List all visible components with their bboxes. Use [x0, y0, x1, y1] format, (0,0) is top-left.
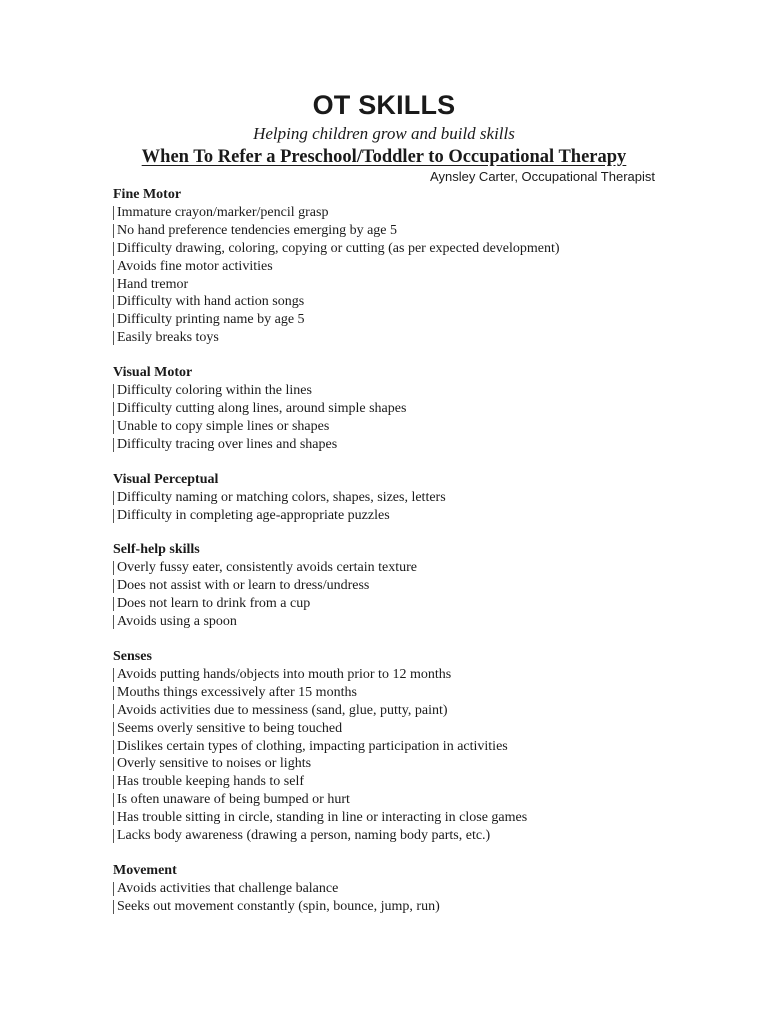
item-marker	[113, 295, 114, 309]
list-item-text: Avoids putting hands/objects into mouth prior to 12 months	[117, 667, 452, 683]
section	[113, 862, 673, 916]
list-item-text: Dislikes certain types of clothing, impacting participation in activities	[117, 738, 508, 754]
item-marker	[113, 900, 114, 914]
item-marker	[113, 740, 114, 754]
author-line: Aynsley Carter, Occupational Therapist	[430, 169, 655, 184]
item-marker	[113, 313, 114, 327]
item-marker	[113, 278, 114, 292]
list-item	[113, 613, 673, 631]
list-item-text: Avoids activities due to messiness (sand, glue, putty, paint)	[117, 702, 448, 718]
list-item-text: Has trouble sitting in circle, standing in line or interacting in close games	[117, 810, 528, 826]
item-marker	[113, 491, 114, 505]
list-item	[113, 418, 673, 436]
item-marker	[113, 402, 114, 416]
section-title: Senses	[113, 649, 152, 665]
list-item-text: Avoids activities that challenge balance	[117, 880, 339, 896]
item-marker	[113, 793, 114, 807]
list-item-text: Difficulty printing name by age 5	[117, 312, 305, 328]
list-item-text: Difficulty cutting along lines, around simple shapes	[117, 401, 407, 417]
item-marker	[113, 420, 114, 434]
list-item	[113, 898, 673, 916]
list-item	[113, 311, 673, 329]
list-item	[113, 666, 673, 684]
section-title: Visual Perceptual	[113, 471, 219, 487]
checklist-content	[113, 186, 673, 933]
list-item-text: No hand preference tendencies emerging by age 5	[117, 222, 398, 238]
list-item-text: Difficulty drawing, coloring, copying or cutting (as per expected development)	[117, 240, 560, 256]
list-item	[113, 577, 673, 595]
list-item-text: Does not learn to drink from a cup	[117, 596, 311, 612]
list-item	[113, 773, 673, 791]
item-marker	[113, 757, 114, 771]
list-item-text: Unable to copy simple lines or shapes	[117, 418, 330, 434]
document-heading: When To Refer a Preschool/Toddler to Occupational Therapy	[141, 147, 627, 167]
item-marker	[113, 438, 114, 452]
list-item-text: Overly fussy eater, consistently avoids certain texture	[117, 560, 417, 576]
list-item	[113, 222, 673, 240]
item-marker	[113, 597, 114, 611]
list-item-text: Immature crayon/marker/pencil grasp	[117, 205, 329, 220]
section	[113, 471, 673, 525]
list-item-text: Difficulty with hand action songs	[117, 294, 305, 310]
section	[113, 186, 673, 347]
list-item	[113, 559, 673, 577]
list-item-text: Seems overly sensitive to being touched	[117, 720, 343, 736]
item-marker	[113, 882, 114, 896]
item-marker	[113, 206, 114, 220]
item-marker	[113, 384, 114, 398]
list-item-text: Difficulty in completing age-appropriate puzzles	[117, 507, 390, 523]
list-item-text: Hand tremor	[117, 276, 189, 292]
list-item	[113, 809, 673, 827]
list-item	[113, 702, 673, 720]
list-item-text: Difficulty tracing over lines and shapes	[117, 436, 338, 452]
section-title: Movement	[113, 862, 177, 878]
list-item	[113, 880, 673, 898]
list-item-text: Difficulty coloring within the lines	[117, 383, 312, 399]
list-item	[113, 436, 673, 454]
list-item	[113, 204, 673, 222]
item-marker	[113, 331, 114, 345]
list-item	[113, 329, 673, 347]
list-item	[113, 276, 673, 294]
list-item	[113, 400, 673, 418]
list-item	[113, 595, 673, 613]
item-marker	[113, 509, 114, 523]
item-marker	[113, 811, 114, 825]
item-marker	[113, 242, 114, 256]
list-item-text: Easily breaks toys	[117, 330, 219, 346]
section	[113, 648, 673, 845]
list-item	[113, 755, 673, 773]
list-item-text: Has trouble keeping hands to self	[117, 774, 305, 790]
item-marker	[113, 224, 114, 238]
list-item	[113, 293, 673, 311]
list-item	[113, 240, 673, 258]
list-item	[113, 382, 673, 400]
item-marker	[113, 260, 114, 274]
list-item-text: Mouths things excessively after 15 months	[117, 684, 357, 700]
list-item-text: Avoids using a spoon	[117, 614, 237, 630]
list-item	[113, 684, 673, 702]
section-title: Visual Motor	[113, 365, 193, 381]
list-item	[113, 827, 673, 845]
document-subtitle: Helping children grow and build skills	[253, 124, 515, 143]
list-item-text: Seeks out movement constantly (spin, bounce, jump, run)	[117, 898, 440, 914]
list-item	[113, 507, 673, 525]
list-item	[113, 738, 673, 756]
list-item-text: Is often unaware of being bumped or hurt	[117, 792, 350, 808]
section	[113, 541, 673, 631]
list-item-text: Avoids fine motor activities	[117, 258, 273, 274]
list-item-text: Lacks body awareness (drawing a person, naming body parts, etc.)	[117, 828, 491, 844]
document-title: OT SKILLS	[312, 90, 456, 120]
list-item-text: Overly sensitive to noises or lights	[117, 756, 312, 772]
list-item	[113, 489, 673, 507]
item-marker	[113, 686, 114, 700]
item-marker	[113, 579, 114, 593]
item-marker	[113, 668, 114, 682]
item-marker	[113, 829, 114, 843]
item-marker	[113, 704, 114, 718]
item-marker	[113, 615, 114, 629]
list-item	[113, 258, 673, 276]
list-item-text: Difficulty naming or matching colors, shapes, sizes, letters	[117, 489, 446, 505]
item-marker	[113, 722, 114, 736]
item-marker	[113, 775, 114, 789]
item-marker	[113, 561, 114, 575]
list-item	[113, 791, 673, 809]
section-title: Fine Motor	[113, 187, 182, 202]
list-item	[113, 720, 673, 738]
section-title: Self-help skills	[113, 542, 200, 558]
section	[113, 364, 673, 454]
list-item-text: Does not assist with or learn to dress/undress	[117, 578, 370, 594]
